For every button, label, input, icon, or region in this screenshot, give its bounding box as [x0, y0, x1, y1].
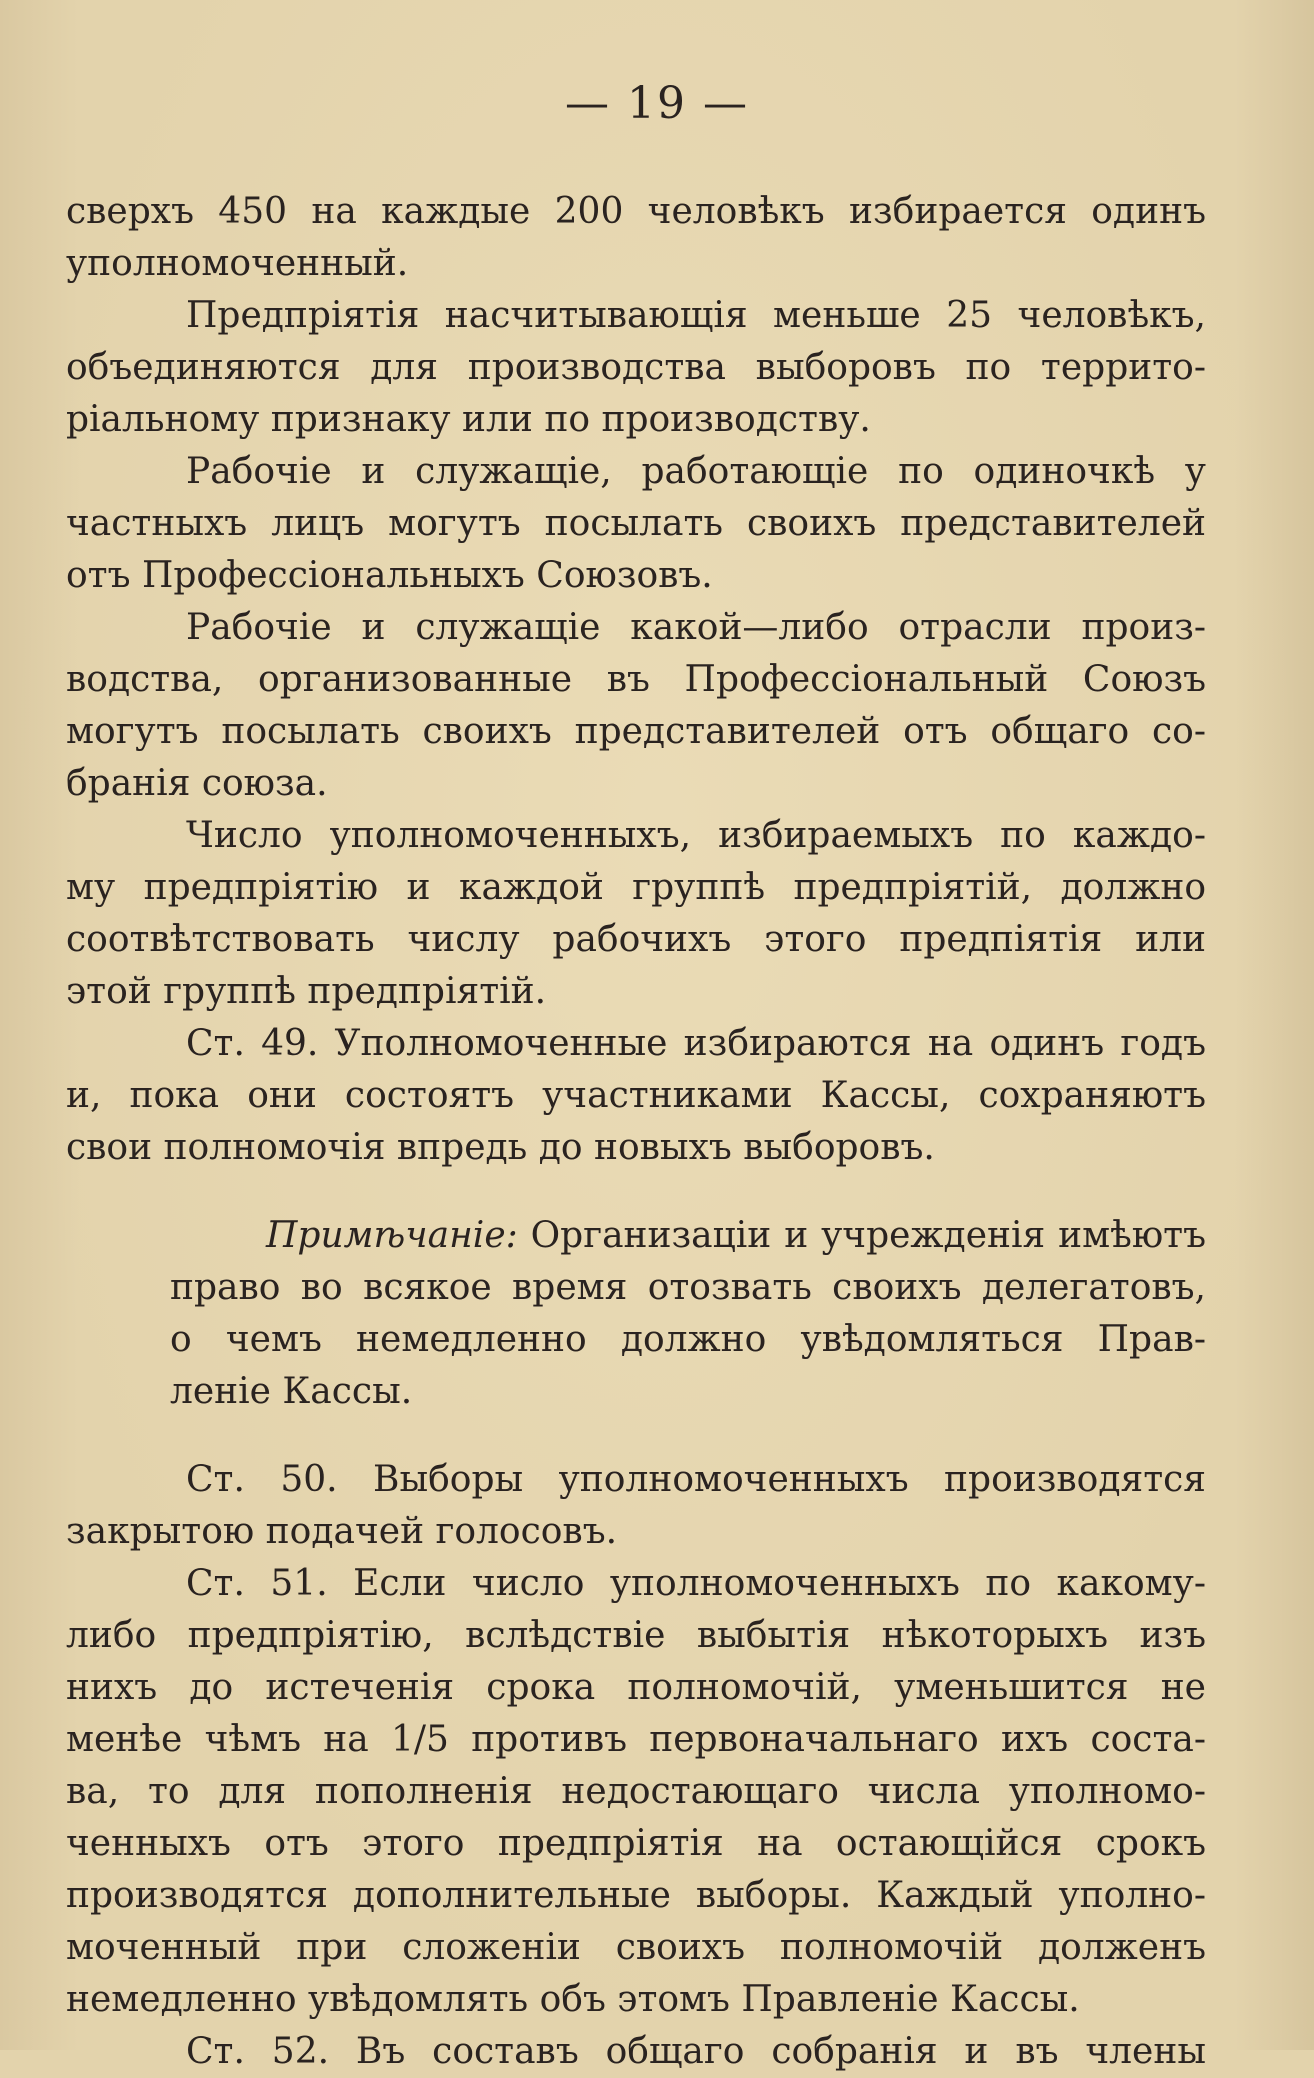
text-line: Предпріятія насчитывающія меньше 25 человѣкъ,: [186, 295, 1206, 336]
text-line: и, пока они состоятъ участниками Кассы, сохраняютъ: [66, 1075, 1206, 1116]
text-line: бранія союза.: [66, 763, 328, 804]
text-line: Ст. 52. Въ составъ общаго собранія и въ члены: [186, 2031, 1206, 2072]
text-line: отъ Профессіональныхъ Союзовъ.: [66, 555, 713, 596]
text-line: либо предпріятію, вслѣдствіе выбытія нѣкоторыхъ изъ: [66, 1615, 1206, 1656]
text-line: менѣе чѣмъ на 1/5 противъ первоначальнаго ихъ соста-: [66, 1719, 1206, 1760]
text-line: производятся дополнительные выборы. Каждый уполно-: [66, 1875, 1206, 1916]
paragraph-gap: [66, 1418, 1206, 1454]
text-line: му предпріятію и каждой группѣ предпріятій, должно: [66, 867, 1206, 908]
note-line: о чемъ немедленно должно увѣдомляться Прав-: [170, 1319, 1206, 1360]
text-line: Ст. 49. Уполномоченные избираются на одинъ годъ: [186, 1023, 1206, 1064]
text-line: соотвѣтствовать числу рабочихъ этого предпіятія или: [66, 919, 1206, 960]
text-line: сверхъ 450 на каждые 200 человѣкъ избирается одинъ: [66, 191, 1206, 232]
note-line: право во всякое время отозвать своихъ делегатовъ,: [170, 1267, 1206, 1308]
text-line: свои полномочія впредь до новыхъ выборовъ.: [66, 1127, 935, 1168]
text-line: Рабочіе и служащіе, работающіе по одиночкѣ у: [186, 451, 1206, 492]
note-first-text: Организаціи и учрежденія имѣютъ: [530, 1215, 1206, 1256]
text-line: нихъ до истеченія срока полномочій, уменьшится не: [66, 1667, 1206, 1708]
page-body: [66, 186, 1206, 2078]
text-line: Число уполномоченныхъ, избираемыхъ по каждо-: [186, 815, 1206, 856]
text-line: ченныхъ отъ этого предпріятія на остающійся срокъ: [66, 1823, 1206, 1864]
text-line: моченный при сложеніи своихъ полномочій долженъ: [66, 1927, 1206, 1968]
text-line: Рабочіе и служащіе какой—либо отрасли произ-: [186, 607, 1206, 648]
note-line: леніе Кассы.: [170, 1371, 413, 1412]
page-number: — 19 —: [565, 78, 749, 129]
note-first-line: [170, 1210, 1206, 1262]
text-line: немедленно увѣдомлять объ этомъ Правленіе Кассы.: [66, 1979, 1080, 2020]
text-line: этой группѣ предпріятій.: [66, 971, 547, 1012]
text-line: Ст. 51. Если число уполномоченныхъ по какому-: [186, 1563, 1206, 1604]
text-line: водства, организованные въ Профессіональный Союзъ: [66, 659, 1206, 700]
note-label: Примѣчаніе:: [266, 1215, 518, 1256]
text-line: ва, то для пополненія недостающаго числа уполномо-: [66, 1771, 1206, 1812]
text-line: могутъ посылать своихъ представителей отъ общаго со-: [66, 711, 1206, 752]
paragraph-gap: [66, 1174, 1206, 1210]
text-line: уполномоченный.: [66, 243, 409, 284]
text-line: ріальному признаку или по производству.: [66, 399, 871, 440]
text-line: Ст. 50. Выборы уполномоченныхъ производятся: [186, 1459, 1206, 1500]
text-line: объединяются для производства выборовъ по террито-: [66, 347, 1206, 388]
text-line: закрытою подачей голосовъ.: [66, 1511, 618, 1552]
note-block: [66, 1210, 1206, 1418]
text-line: частныхъ лицъ могутъ посылать своихъ представителей: [66, 503, 1206, 544]
